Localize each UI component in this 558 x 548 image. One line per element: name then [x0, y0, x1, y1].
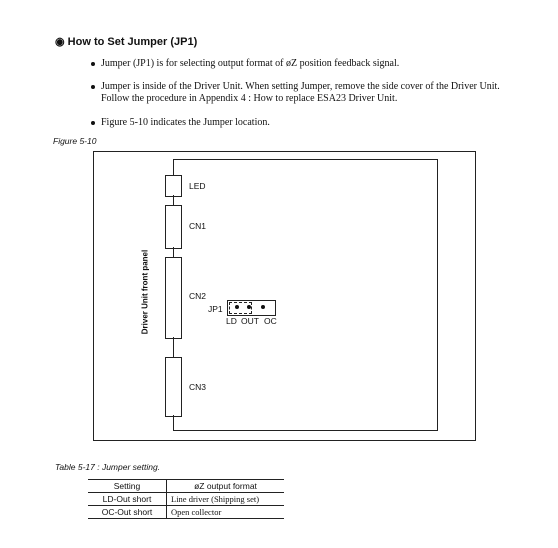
table-cell-setting: OC-Out short: [88, 506, 167, 519]
bullet-2-line1: Jumper is inside of the Driver Unit. When setting Jumper, remove the side cover of the Driver Unit.: [101, 81, 500, 92]
panel-edge-segment: [173, 159, 174, 175]
jp1-pin-out: [247, 305, 251, 309]
table-caption: Table 5-17 : Jumper setting.: [55, 462, 161, 472]
table-row: [88, 506, 284, 519]
jp1-pin-ld-label: LD: [226, 316, 237, 326]
cn2-label: CN2: [189, 291, 207, 301]
jp1-pin-oc-label: OC: [264, 316, 277, 326]
table-cell-format: Line driver (Shipping set): [171, 494, 260, 504]
led-label: LED: [189, 181, 206, 191]
cn3-label: CN3: [189, 382, 207, 392]
panel-edge-segment: [173, 337, 174, 357]
table-cell-format: Open collector: [171, 507, 222, 517]
jumper-table: [88, 479, 284, 519]
table-cell-setting: LD-Out short: [88, 493, 167, 506]
jp1-pin-ld: [235, 305, 239, 309]
cn1-block: [165, 205, 182, 249]
table-header-format: øZ output format: [194, 481, 257, 491]
table-row: [88, 493, 284, 506]
section-heading: [55, 35, 197, 48]
figure-caption: Figure 5-10: [53, 136, 97, 146]
cn2-block: [165, 257, 182, 339]
bullet-dot-icon: [91, 121, 95, 125]
panel-edge-segment: [173, 415, 174, 430]
radio-marker-icon: ◉: [55, 36, 65, 48]
bullet-dot-icon: [91, 62, 95, 66]
bullet-2-line2: Follow the procedure in Appendix 4 : How to replace ESA23 Driver Unit.: [101, 93, 398, 104]
table-header-setting: Setting: [88, 480, 167, 493]
table-header-row: [88, 480, 284, 493]
bullet-3-text: Figure 5-10 indicates the Jumper location.: [101, 117, 270, 128]
bullet-dot-icon: [91, 85, 95, 89]
section-title: How to Set Jumper (JP1): [67, 36, 198, 48]
cn1-label: CN1: [189, 221, 207, 231]
jp1-label: JP1: [208, 304, 223, 314]
jp1-pin-out-label: OUT: [241, 316, 259, 326]
jp1-pin-oc: [261, 305, 265, 309]
panel-label: Driver Unit front panel: [140, 249, 150, 335]
led-block: [165, 175, 182, 197]
cn3-block: [165, 357, 182, 417]
driver-unit-outline: [173, 159, 438, 431]
bullet-1-text: Jumper (JP1) is for selecting output format of øZ position feedback signal.: [101, 58, 400, 69]
